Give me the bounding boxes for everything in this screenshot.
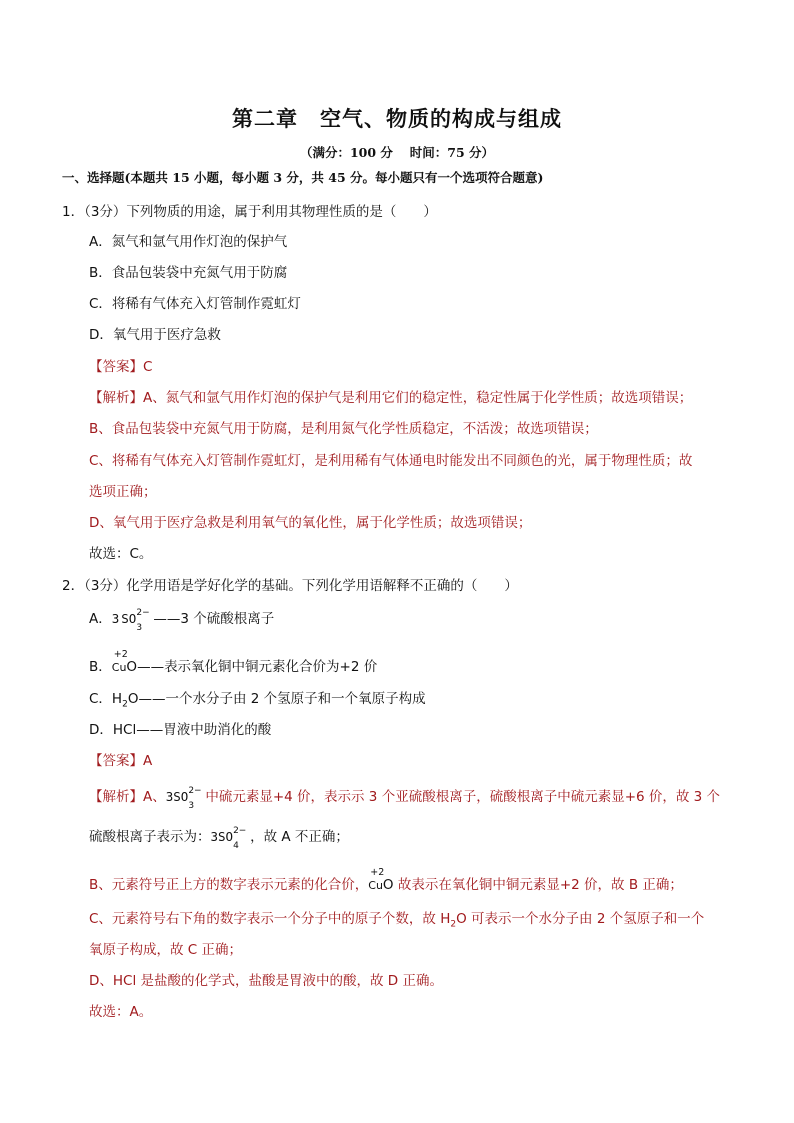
question-2-analysis-line-3: B、元素符号正上方的数字表示元素的化合价， +2 CuO 故表示在氧化铜中铜元素显+2 价，故 B 正确； bbox=[89, 867, 683, 893]
question-2-analysis-line-6: D、HCl 是盐酸的化学式，盐酸是胃液中的酸，故 D 正确。 bbox=[89, 973, 443, 989]
question-1-analysis-line-1 bbox=[89, 389, 692, 407]
question-1-analysis-line-4: 选项正确； bbox=[89, 484, 157, 500]
question-1-stem: 1．（3分）下列物质的用途，属于利用其物理性质的是（ ） bbox=[62, 204, 437, 220]
exam-info: （满分：100 分 时间：75 分） bbox=[299, 145, 495, 160]
question-2-option-a: A．3 SO 2− 3 ——3 个硫酸根离子 bbox=[89, 608, 275, 633]
question-2-analysis-line-4: C、元素符号右下角的数字表示一个分子中的原子个数，故 $H_2O$ 可表示一个水分子由 2 个氢原子和一个 bbox=[89, 911, 705, 930]
question-2-stem: 2．（3分）化学用语是学好化学的基础。下列化学用语解释不正确的（ ） bbox=[62, 578, 518, 594]
question-2-option-d: D．HCl——胃液中助消化的酸 bbox=[89, 722, 272, 738]
question-1-option-d: D．氧气用于医疗急救 bbox=[89, 327, 221, 343]
question-1-option-b: B．食品包装袋中充氮气用于防腐 bbox=[89, 265, 288, 281]
question-2-analysis-line-2: 硫酸根离子表示为：3SO 2− 4 ，故 A 不正确； bbox=[89, 826, 349, 851]
answer-label: 【答案】 bbox=[89, 359, 143, 375]
question-2-analysis-line-5: 氧原子构成，故 C 正确； bbox=[89, 942, 243, 958]
analysis-label: 【解析】 bbox=[89, 789, 143, 805]
question-2-option-c: C．$H_2O——$一个水分子由 2 个氢原子和一个氧原子构成 bbox=[89, 691, 426, 710]
question-1-conclusion: 故选：C。 bbox=[89, 546, 153, 562]
question-1-answer bbox=[89, 358, 152, 376]
answer-value: A bbox=[143, 753, 153, 769]
analysis-label: 【解析】 bbox=[89, 390, 143, 406]
question-1-analysis-line-2: B、食品包装袋中充氮气用于防腐，是利用氮气化学性质稳定，不活泼；故选项错误； bbox=[89, 421, 598, 437]
question-2-option-b: B． +2 CuO——表示氧化铜中铜元素化合价为+2 价 bbox=[89, 649, 378, 675]
valence-notation: +2 Cu bbox=[111, 649, 128, 674]
question-1-analysis-line-5: D、氧气用于医疗急救是利用氧气的氧化性，属于化学性质；故选项错误； bbox=[89, 515, 532, 531]
analysis-text: A、氮气和氩气用作灯泡的保护气是利用它们的稳定性，稳定性属于化学性质；故选项错误； bbox=[143, 390, 693, 406]
question-1-analysis-line-3: C、将稀有气体充入灯管制作霓虹灯，是利用稀有气体通电时能发出不同颜色的光，属于物理性质；故 bbox=[89, 453, 693, 469]
question-1-option-a: A．氮气和氩气用作灯泡的保护气 bbox=[89, 234, 288, 250]
ion-charge: 2− 3 bbox=[136, 608, 150, 633]
question-2-answer bbox=[89, 752, 152, 770]
answer-value: C bbox=[143, 359, 153, 375]
question-1-option-c: C．将稀有气体充入灯管制作霓虹灯 bbox=[89, 296, 301, 312]
question-2-analysis-line-1: 【解析】A、3SO 2− 3 中硫元素显+4 价，表示示 3 个亚硫酸根离子，硫酸根离子中硫元素显+6 价，故 3 个 bbox=[89, 786, 721, 811]
question-2-conclusion: 故选：A。 bbox=[89, 1004, 153, 1020]
answer-label: 【答案】 bbox=[89, 753, 143, 769]
section-heading: 一、选择题(本题共 15 小题，每小题 3 分，共 45 分。每小题只有一个选项符合题意) bbox=[62, 170, 544, 185]
page-title: 第二章 空气、物质的构成与组成 bbox=[232, 106, 562, 131]
